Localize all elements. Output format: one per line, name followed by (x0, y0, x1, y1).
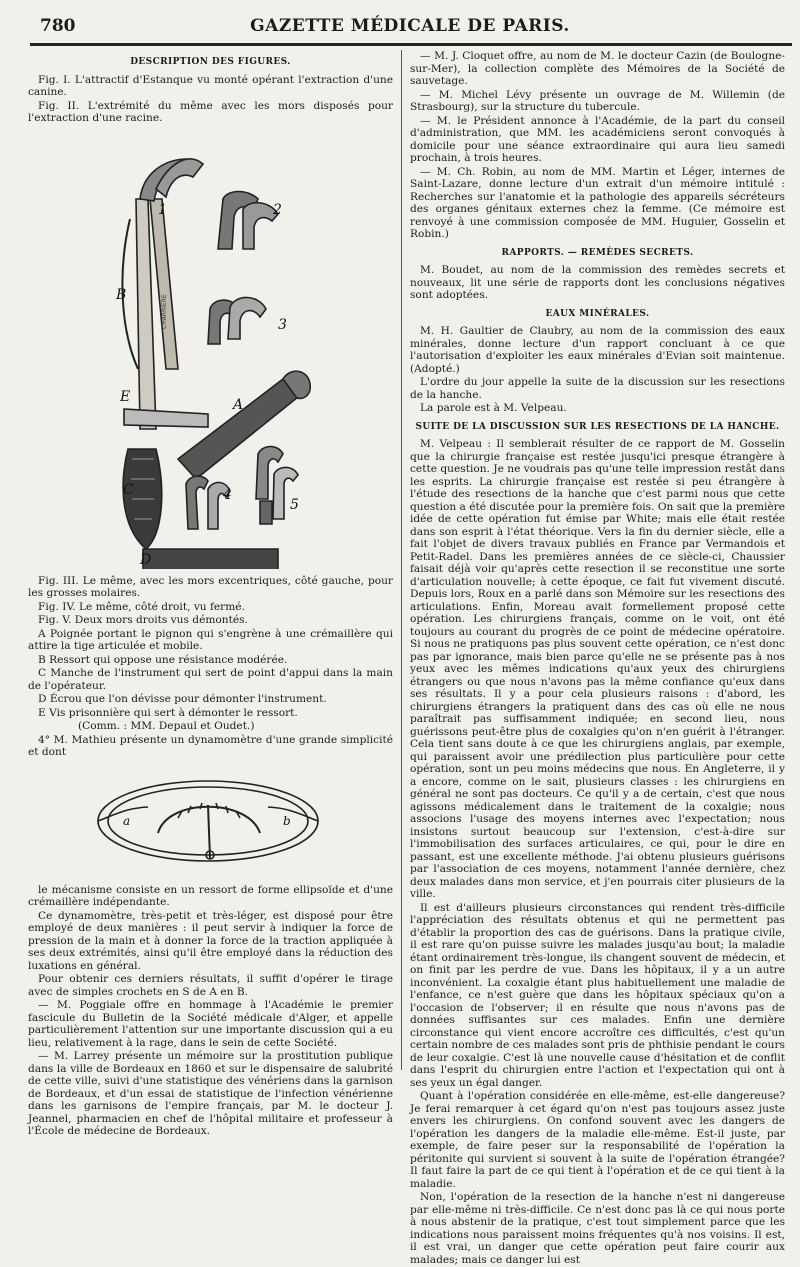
fig-label-3: 3 (278, 316, 287, 333)
gaultier-paragraph: M. H. Gaultier de Claubry, au nom de la commission des eaux minérales, donne lecture d'un rapport concluant à ce que l'autorisation d'exploiter les eaux minérales d'Evian soit maintenue. (Adopté.) (410, 325, 785, 375)
fig1-caption: Fig. I. L'attractif d'Estanque vu monté opérant l'extraction d'une canine. (28, 73, 393, 98)
fig-label-4: 4 (223, 486, 232, 503)
dynamometer-illustration (28, 763, 393, 878)
dyn-label-b: b (283, 813, 291, 828)
velpeau-paragraph-2: Il est d'ailleurs plusieurs circonstances qui rendent très-difficile l'appréciation des résultats obtenus et qui ne permettent pas d'établir la proportion des cas de guérisons. Dans la pratique civile, il est rare qu'on puisse suivre les malades jusqu'au bout; la maladie étant ordinairement très-longue, ils changent souvent de médecin, et on finit par les perdre de vue. Dans les hôpitaux, il y a un autre inconvénient. La coxalgie étant plus habituellement une maladie de l'enfance, ce n'est guère que dans les hôpitaux spéciaux qu'on a l'occasion de l'observer; il en résulte que nous n'avons pas de données suffisantes sur ces malades. Enfin une dernière circonstance qui vient encore accroître ces difficultés, c'est qu'un certain nombre de ces malades sont pris de phthisie pendant le cours de leur coxalgie. C'est là une nouvelle cause d'hésitation et de conflit dans l'esprit du chirurgien entre l'action et l'expectation qui ont à ses yeux un égal danger. (410, 901, 785, 1089)
fig5-caption: Fig. V. Deux mors droits vus démontés. (38, 614, 248, 626)
rapports-heading: RAPPORTS. — REMÈDES SECRETS. (501, 247, 694, 258)
robin-paragraph: — M. Ch. Robin, au nom de MM. Martin et Léger, internes de Saint-Lazare, donne lecture d'un extrait d'un mémoire intitulé : Recherches sur l'anatomie et la pathologie des appareils sécréteurs des organes génitaux externes chez la femme. (Ce mémoire est renvoyé à une commission composée de MM. Huguier, Gosselin et Robin.) (410, 165, 785, 240)
instrument-stamp: CHARRIÈRE (161, 293, 168, 329)
header-rule (30, 43, 792, 46)
page-number: 780 (40, 16, 76, 36)
fig-label-1: 1 (158, 201, 167, 218)
fig-label-A: A (233, 396, 244, 413)
fig3-caption: Fig. III. Le même, avec les mors excentriques, côté gauche, pour les grosses molaires. (28, 574, 393, 599)
fig-label-5: 5 (290, 496, 299, 513)
dynamometre-paragraph: Ce dynamomètre, très-petit et très-léger, est disposé pour être employé de deux manières : il peut servir à indiquer la force de pression de la main et à donner la force de la traction appliquée à ses deux extrémités, ainsi qu'il être employé dans la réduction des luxations en général. (28, 909, 393, 972)
velpeau-paragraph-4: Non, l'opération de la resection de la hanche n'est ni dangereuse par elle-même ni très-difficile. Ce n'est donc pas là ce qui nous porte à nous abstenir de la pratique, c'est tout simplement parce que les indications nous paraissent moins fréquentes qu'à nos voisins. Il est, il est vrai, un danger que cette opération peut faire courir aux malades; mais ce danger lui est (410, 1191, 785, 1266)
larrey-paragraph: — M. Larrey présente un mémoire sur la prostitution publique dans la ville de Bordeaux en 1860 et sur le dispensaire de salubrité de cette ville, suivi d'une statistique des vénériens dans la garnison de Bordeaux, et d'un essai de statistique de l'infection vénérienne dans les garnisons de l'empire français, par M. le docteur J. Jeannel, pharmacien en chef de l'hôpital militaire et professeur à l'École de médecine de Bordeaux. (28, 1050, 393, 1137)
fig-label-B: B (116, 286, 127, 303)
dynamometer-drawing (28, 763, 393, 878)
velpeau-paragraph-1: M. Velpeau : Il semblerait résulter de ce rapport de M. Gosselin que la chirurgie française est restée jusqu'ici presque étrangère à cette question. Je ne voudrais pas qu'une telle impression restât dans les esprits. La chirurgie française est restée si peu étrangère à l'étude des resections de la hanche que c'est parmi nous que cette question a été discutée pour la première fois. On sait que la première idée de cette opération fut émise par White; mais elle était restée dans son esprit à l'état théorique. Vers la fin du dernier siècle, elle a fait l'objet de divers travaux publiés en France par Vermandois et Petit-Radel. Dans les premières années de ce siècle-ci, Chaussier faisait déjà voir qu'après cette resection il se reconstitue une sorte d'articulation nouvelle; à cette époque, ce fait fut vivement discuté. Depuis lors, Roux en a parlé dans son Mémoire sur les resections des articulations. Enfin, Moreau avait formellement proposé cette opération. Les chirurgiens français, comme on le voit, ont été toujours au courant du progrès de ce point de médecine opératoire. Si nous ne pratiquons pas plus souvent cette opération, ce n'est donc pas par ignorance, mais bien parce qu'elle ne se présente pas à nos yeux avec les mêmes indications qu'aux yeux des chirurgiens étrangers ou que nous n'avons pas la même confiance qu'eux dans ses résultats. Il y a pour cela plusieurs raisons : d'abord, les chirurgiens étrangers la pratiquent dans des cas où elle ne nous paraîtrait pas suffisamment indiquée; en second lieu, nous guérissons peut-être plus de coxalgies qu'on n'en guérit à l'étranger. Cela tient sans doute à ce que les chirurgiens anglais, par exemple, qui paraissent avoir une prédilection plus particulière pour cette opération, sont un peu moins médecins que nous. En Angleterre, il y a encore, comme on le sait, plusieurs classes : les chirurgiens en général ne sont pas docteurs. Ce qu'il y a de certain, c'est que nous agissons médicalement dans le traitement de la coxalgie; nous associons l'usage des moyens internes avec l'expectation; nous insistons surtout beaucoup sur l'extension, c'est-à-dire sur l'immobilisation des surfaces articulaires, ce qui, pour le dire en passant, est une excellente méthode. J'ai obtenu plusieurs guérisons par l'association de ces moyens, notamment l'année dernière, chez deux malades dans mon service, et j'en pourrais citer plusieurs de la ville. (410, 438, 785, 900)
legend-a: A Poignée portant le pignon qui s'engrène à une crémaillère qui attire la tige articulée et mobile. (28, 627, 393, 652)
right-column (410, 50, 785, 1267)
fig-label-2: 2 (273, 201, 282, 218)
president-paragraph: — M. le Président annonce à l'Académie, de la part du conseil d'administration, que MM. les académiciens seront convoqués à domicile pour une séance extraordinaire qui aura lieu samedi prochain, à trois heures. (410, 114, 785, 164)
ordre-paragraph: L'ordre du jour appelle la suite de la discussion sur les resections de la hanche. (410, 376, 785, 401)
fig-label-D: D (140, 551, 152, 568)
legend-e: E Vis prisonnière qui sert à démonter le ressort. (38, 706, 298, 719)
description-heading: DESCRIPTION DES FIGURES. (130, 57, 291, 67)
fig4-caption: Fig. IV. Le même, côté droit, vu fermé. (38, 600, 245, 613)
column-divider (401, 50, 402, 1070)
left-column (28, 50, 393, 1139)
suite-heading: SUITE DE LA DISCUSSION SUR LES RESECTIONS DE LA HANCHE. (415, 421, 780, 432)
instrument-illustration (28, 129, 393, 569)
page-header (30, 14, 790, 40)
mathieu-paragraph: 4° M. Mathieu présente un dynamomètre d'une grande simplicité et dont (28, 733, 393, 758)
obtenir-paragraph: Pour obtenir ces derniers résultats, il suffit d'opérer le tirage avec de simples crochets en S de A en B. (28, 973, 393, 998)
eaux-heading: EAUX MINÉRALES. (545, 308, 650, 319)
journal-title: GAZETTE MÉDICALE DE PARIS. (250, 16, 570, 36)
fig-label-E: E (120, 388, 131, 405)
dyn-label-a: a (123, 813, 131, 828)
cloquet-paragraph: — M. J. Cloquet offre, au nom de M. le docteur Cazin (de Boulogne-sur-Mer), la collection complète des Mémoires de la Société de sauvetage. (410, 50, 785, 87)
fig-label-C: C (123, 481, 134, 498)
levy-paragraph: — M. Michel Lévy présente un ouvrage de M. Willemin (de Strasbourg), sur la structure du tubercule. (410, 88, 785, 113)
parole-paragraph: La parole est à M. Velpeau. (420, 402, 567, 414)
boudet-paragraph: M. Boudet, au nom de la commission des remèdes secrets et nouveaux, lit une série de rapports dont les conclusions négatives sont adoptées. (410, 264, 785, 301)
legend-d: D Écrou que l'on dévisse pour démonter l'instrument. (38, 693, 327, 705)
commission-note: (Comm. : MM. Depaul et Oudet.) (78, 720, 255, 732)
poggiale-paragraph: — M. Poggiale offre en hommage à l'Académie le premier fascicule du Bulletin de la Société médicale d'Alger, et appelle particulièrement l'attention sur une importante discussion qui a eu lieu, relativement à la rage, dans le sein de cette Société. (28, 999, 393, 1049)
dental-instrument-drawing (28, 129, 393, 569)
velpeau-paragraph-3: Quant à l'opération considérée en elle-même, est-elle dangereuse? Je ferai remarquer à cet égard qu'on n'est pas toujours assez juste envers les chirurgiens. On confond souvent avec les dangers de l'opération les dangers de la maladie elle-même. Est-il juste, par exemple, de faire peser sur la responsabilité de l'opération la péritonite qui survient si souvent à la suite de l'opération étrangée? Il faut faire la part de ce qui tient à l'opération et de ce qui tient à la maladie. (410, 1090, 785, 1190)
fig2-caption: Fig. II. L'extrémité du même avec les mors disposés pour l'extraction d'une racine. (28, 99, 393, 124)
legend-b: B Ressort qui oppose une résistance modérée. (38, 653, 288, 666)
legend-c: C Manche de l'instrument qui sert de point d'appui dans la main de l'opérateur. (28, 667, 393, 692)
mechanism-paragraph: le mécanisme consiste en un ressort de forme ellipsoïde et d'une crémaillère indépendante. (28, 883, 393, 908)
